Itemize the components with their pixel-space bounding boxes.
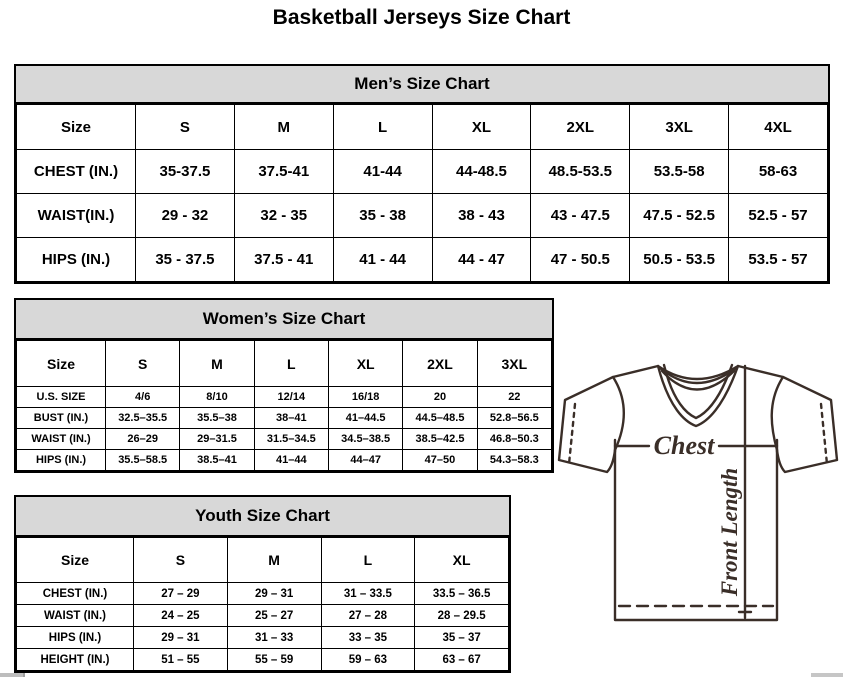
size-value-cell: 44 - 47 xyxy=(432,238,531,282)
womens-size-chart xyxy=(14,298,554,473)
size-value-cell: 38.5–42.5 xyxy=(403,429,477,450)
column-header: XL xyxy=(415,538,509,583)
size-value-cell: 37.5 - 41 xyxy=(234,238,333,282)
table-row xyxy=(17,429,552,450)
size-value-cell: 16/18 xyxy=(328,387,402,408)
table-row xyxy=(17,150,828,194)
size-value-cell: 53.5-58 xyxy=(630,150,729,194)
size-value-cell: 44.5–48.5 xyxy=(403,408,477,429)
size-value-cell: 44-48.5 xyxy=(432,150,531,194)
size-value-cell: 12/14 xyxy=(254,387,328,408)
size-value-cell: 37.5-41 xyxy=(234,150,333,194)
womens-chart-title: Women’s Size Chart xyxy=(16,300,552,340)
size-value-cell: 63 – 67 xyxy=(415,649,509,671)
mens-size-chart xyxy=(14,64,830,284)
size-value-cell: 29–31.5 xyxy=(180,429,254,450)
size-value-cell: 8/10 xyxy=(180,387,254,408)
size-value-cell: 51 – 55 xyxy=(134,649,228,671)
youth-size-table xyxy=(16,537,509,671)
size-value-cell: 53.5 - 57 xyxy=(729,238,828,282)
size-value-cell: 35 – 37 xyxy=(415,627,509,649)
table-row xyxy=(17,238,828,282)
mens-size-table xyxy=(16,104,828,282)
size-value-cell: 48.5-53.5 xyxy=(531,150,630,194)
table-row xyxy=(17,450,552,471)
womens-size-table xyxy=(16,340,552,471)
size-value-cell: 35-37.5 xyxy=(136,150,235,194)
size-value-cell: 33.5 – 36.5 xyxy=(415,583,509,605)
column-header: L xyxy=(333,105,432,150)
size-value-cell: 38–41 xyxy=(254,408,328,429)
column-header: M xyxy=(234,105,333,150)
table-row xyxy=(17,583,509,605)
size-value-cell: 20 xyxy=(403,387,477,408)
size-value-cell: 43 - 47.5 xyxy=(531,194,630,238)
size-value-cell: 35.5–58.5 xyxy=(106,450,180,471)
row-label: WAIST(IN.) xyxy=(17,194,136,238)
header-row xyxy=(17,341,552,387)
row-label: CHEST (IN.) xyxy=(17,150,136,194)
size-value-cell: 58-63 xyxy=(729,150,828,194)
header-row xyxy=(17,538,509,583)
size-value-cell: 55 – 59 xyxy=(227,649,321,671)
size-value-cell: 26–29 xyxy=(106,429,180,450)
youth-chart-title: Youth Size Chart xyxy=(16,497,509,537)
size-value-cell: 50.5 - 53.5 xyxy=(630,238,729,282)
column-header: S xyxy=(134,538,228,583)
row-label: HIPS (IN.) xyxy=(17,238,136,282)
size-value-cell: 29 - 32 xyxy=(136,194,235,238)
scrollbar-thumb-left[interactable] xyxy=(0,673,25,677)
size-value-cell: 52.5 - 57 xyxy=(729,194,828,238)
row-label: U.S. SIZE xyxy=(17,387,106,408)
size-value-cell: 31.5–34.5 xyxy=(254,429,328,450)
size-value-cell: 54.3–58.3 xyxy=(477,450,551,471)
row-label: WAIST (IN.) xyxy=(17,605,134,627)
column-header: S xyxy=(106,341,180,387)
jersey-icon xyxy=(553,350,843,628)
size-value-cell: 44–47 xyxy=(328,450,402,471)
size-value-cell: 41-44 xyxy=(333,150,432,194)
row-label: HEIGHT (IN.) xyxy=(17,649,134,671)
header-row xyxy=(17,105,828,150)
size-value-cell: 38.5–41 xyxy=(180,450,254,471)
size-value-cell: 31 – 33.5 xyxy=(321,583,415,605)
scrollbar-thumb-right[interactable] xyxy=(811,673,843,677)
column-header: S xyxy=(136,105,235,150)
size-value-cell: 41–44.5 xyxy=(328,408,402,429)
size-value-cell: 27 – 29 xyxy=(134,583,228,605)
size-value-cell: 32 - 35 xyxy=(234,194,333,238)
table-row xyxy=(17,649,509,671)
size-value-cell: 52.8–56.5 xyxy=(477,408,551,429)
column-header: Size xyxy=(17,538,134,583)
column-header: L xyxy=(254,341,328,387)
column-header: 2XL xyxy=(531,105,630,150)
youth-size-chart xyxy=(14,495,511,673)
size-value-cell: 24 – 25 xyxy=(134,605,228,627)
size-value-cell: 31 – 33 xyxy=(227,627,321,649)
column-header: Size xyxy=(17,105,136,150)
size-value-cell: 22 xyxy=(477,387,551,408)
size-value-cell: 28 – 29.5 xyxy=(415,605,509,627)
size-value-cell: 29 – 31 xyxy=(227,583,321,605)
size-value-cell: 35 - 38 xyxy=(333,194,432,238)
table-row xyxy=(17,605,509,627)
table-row xyxy=(17,194,828,238)
size-value-cell: 46.8–50.3 xyxy=(477,429,551,450)
column-header: XL xyxy=(432,105,531,150)
column-header: 2XL xyxy=(403,341,477,387)
column-header: 3XL xyxy=(630,105,729,150)
size-value-cell: 47 - 50.5 xyxy=(531,238,630,282)
column-header: M xyxy=(227,538,321,583)
column-header: 4XL xyxy=(729,105,828,150)
column-header: XL xyxy=(328,341,402,387)
size-value-cell: 47.5 - 52.5 xyxy=(630,194,729,238)
row-label: HIPS (IN.) xyxy=(17,450,106,471)
table-row xyxy=(17,408,552,429)
size-value-cell: 29 – 31 xyxy=(134,627,228,649)
front-length-label: Front Length xyxy=(717,467,742,597)
column-header: L xyxy=(321,538,415,583)
size-value-cell: 4/6 xyxy=(106,387,180,408)
column-header: 3XL xyxy=(477,341,551,387)
size-value-cell: 34.5–38.5 xyxy=(328,429,402,450)
row-label: CHEST (IN.) xyxy=(17,583,134,605)
size-value-cell: 25 – 27 xyxy=(227,605,321,627)
page-title: Basketball Jerseys Size Chart xyxy=(272,6,571,29)
size-value-cell: 33 – 35 xyxy=(321,627,415,649)
size-value-cell: 59 – 63 xyxy=(321,649,415,671)
size-value-cell: 27 – 28 xyxy=(321,605,415,627)
jersey-measurement-diagram xyxy=(553,350,843,630)
chest-label: Chest xyxy=(653,431,715,460)
row-label: HIPS (IN.) xyxy=(17,627,134,649)
size-value-cell: 35.5–38 xyxy=(180,408,254,429)
row-label: WAIST (IN.) xyxy=(17,429,106,450)
table-row xyxy=(17,387,552,408)
table-row xyxy=(17,627,509,649)
horizontal-scrollbar[interactable] xyxy=(0,672,843,679)
mens-chart-title: Men’s Size Chart xyxy=(16,66,828,104)
size-value-cell: 35 - 37.5 xyxy=(136,238,235,282)
column-header: M xyxy=(180,341,254,387)
column-header: Size xyxy=(17,341,106,387)
size-value-cell: 41–44 xyxy=(254,450,328,471)
size-value-cell: 41 - 44 xyxy=(333,238,432,282)
size-value-cell: 32.5–35.5 xyxy=(106,408,180,429)
size-value-cell: 47–50 xyxy=(403,450,477,471)
row-label: BUST (IN.) xyxy=(17,408,106,429)
size-value-cell: 38 - 43 xyxy=(432,194,531,238)
